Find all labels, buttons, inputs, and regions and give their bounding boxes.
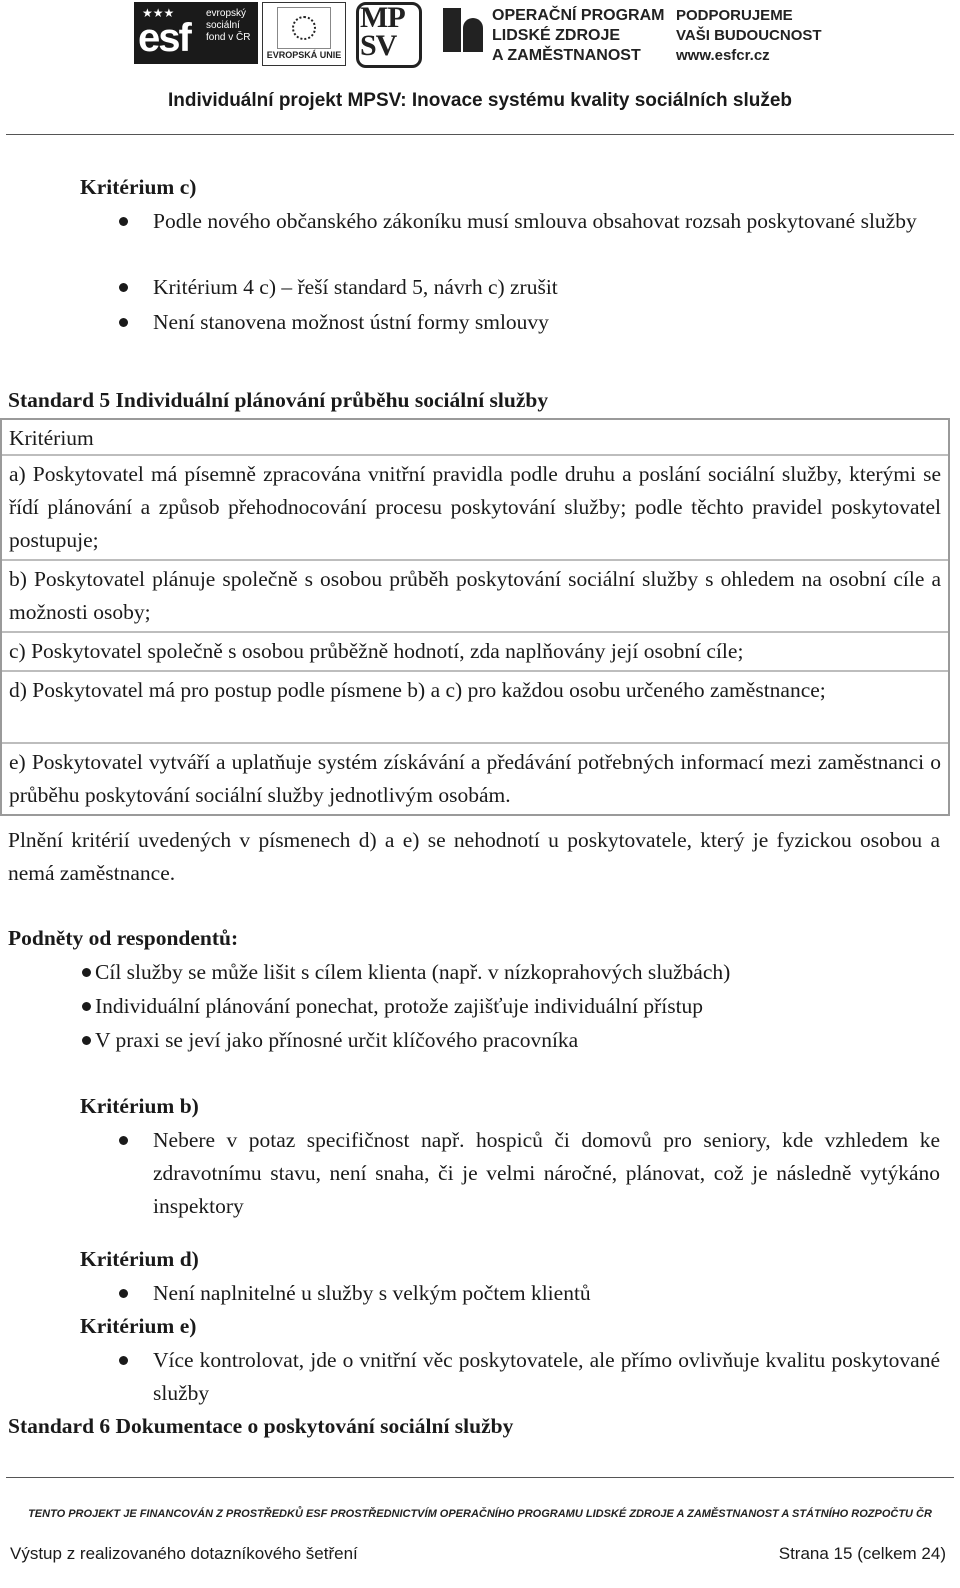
list-item: Individuální plánování ponechat, protože zajišťuje individuální přístup — [95, 990, 935, 1023]
list-item: Cíl služby se může lišit s cílem klienta (např. v nízkoprahových službách) — [95, 956, 935, 989]
footer-financing-note: TENTO PROJEKT JE FINANCOVÁN Z PROSTŘEDKŮ ESF PROSTŘEDNICTVÍM OPERAČNÍHO PROGRAMU LIDSKÉ ZDROJE A ZAMĚSTNANOST A STÁTNÍHO ROZPOČTU ČR — [28, 1508, 932, 1520]
eu-stars-icon: ★★★ — [142, 6, 175, 20]
criteria-table — [0, 418, 950, 816]
criteria-row-d: d) Poskytovatel má pro postup podle písmene b) a c) pro každou osobu určeného zaměstnance; — [2, 670, 948, 742]
list-item: Není naplnitelné u služby s velkým počtem klientů — [153, 1277, 940, 1310]
section-heading-criterion-e: Kritérium e) — [80, 1314, 197, 1338]
bullet-icon — [119, 1289, 128, 1298]
footer-document-title: Výstup z realizovaného dotazníkového šetření — [10, 1544, 358, 1563]
standard-6-title: Standard 6 Dokumentace o poskytování sociální služby — [8, 1414, 514, 1438]
op-logo-text: OPERAČNÍ PROGRAM LIDSKÉ ZDROJE A ZAMĚSTNANOST — [492, 7, 665, 64]
list-item: Více kontrolovat, jde o vnitřní věc poskytovatele, ale přímo ovlivňuje kvalitu poskytované služby — [153, 1344, 940, 1410]
esf-logo-text: esf — [138, 16, 190, 60]
list-item: Kritérium 4 c) – řeší standard 5, návrh c) zrušit — [153, 271, 940, 304]
esf-logo-caption: evropský sociální fond v ČR — [206, 8, 251, 43]
footer-page-number: Strana 15 (celkem 24) — [778, 1544, 946, 1563]
mpsv-logo-line2: SV — [360, 29, 397, 62]
section-heading-criterion-b: Kritérium b) — [80, 1094, 199, 1118]
list-item: Nebere v potaz specifičnost např. hospiců či domovů pro seniory, kde vzhledem ke zdravotnímu stavu, není snaha, či je velmi náročné, plánovat, což je následně vytýkáno inspektory — [153, 1124, 940, 1223]
eu-logo-label: EVROPSKÁ UNIE — [266, 50, 342, 60]
criteria-row-a: a) Poskytovatel má písemně zpracována vnitřní pravidla podle druhu a poslání sociální služby, kterými se řídí plánování a způsob přehodnocování procesu poskytování služby; podle těchto pravidel poskytovatel postupuje; — [2, 454, 948, 559]
bullet-icon — [119, 318, 128, 327]
list-item: Není stanovena možnost ústní formy smlouvy — [153, 306, 940, 339]
header-divider — [6, 134, 954, 135]
support-logo-text: PODPORUJEME VAŠI BUDOUCNOST www.esfcr.cz — [676, 7, 822, 64]
bullet-icon — [119, 1136, 128, 1145]
footer-divider — [6, 1477, 954, 1478]
eu-logo — [262, 2, 346, 66]
standard-5-title: Standard 5 Individuální plánování průběhu sociální služby — [8, 388, 549, 412]
criteria-row-c: c) Poskytovatel společně s osobou průběžně hodnotí, zda naplňovány její osobní cíle; — [2, 631, 948, 670]
section-heading-criterion-d: Kritérium d) — [80, 1247, 199, 1271]
criteria-row-b: b) Poskytovatel plánuje společně s osobou průběh poskytování sociální služby s ohledem na osobní cíle a možnosti osoby; — [2, 559, 948, 631]
bullet-icon — [82, 1036, 91, 1045]
respondents-heading: Podněty od respondentů: — [8, 926, 239, 950]
bullet-icon — [119, 217, 128, 226]
criteria-note: Plnění kritérií uvedených v písmenech d) a e) se nehodnotí u poskytovatele, který je fyzickou osobou a nemá zaměstnance. — [8, 828, 940, 885]
list-item: V praxi se jeví jako přínosné určit klíčového pracovníka — [95, 1024, 935, 1057]
criteria-row-e: e) Poskytovatel vytváří a uplatňuje systém získávání a předávání potřebných informací mezi zaměstnanci o průběhu poskytování sociální služby jednotlivým osobám. — [2, 742, 948, 814]
mpsv-logo-line1: MP — [360, 1, 405, 34]
project-title: Individuální projekt MPSV: Inovace systému kvality sociálních služeb — [167, 90, 793, 111]
bullet-icon — [82, 968, 91, 977]
mpsv-logo — [356, 2, 420, 64]
op-people-icon — [443, 2, 485, 64]
section-heading-criterion-c: Kritérium c) — [80, 175, 197, 199]
eu-flag-icon — [277, 7, 331, 49]
bullet-icon — [119, 283, 128, 292]
list-item: Podle nového občanského zákoníku musí smlouva obsahovat rozsah poskytované služby — [153, 205, 940, 238]
bullet-icon — [82, 1002, 91, 1011]
esf-logo — [134, 2, 258, 64]
bullet-icon — [119, 1356, 128, 1365]
criteria-table-header: Kritérium — [9, 426, 94, 450]
